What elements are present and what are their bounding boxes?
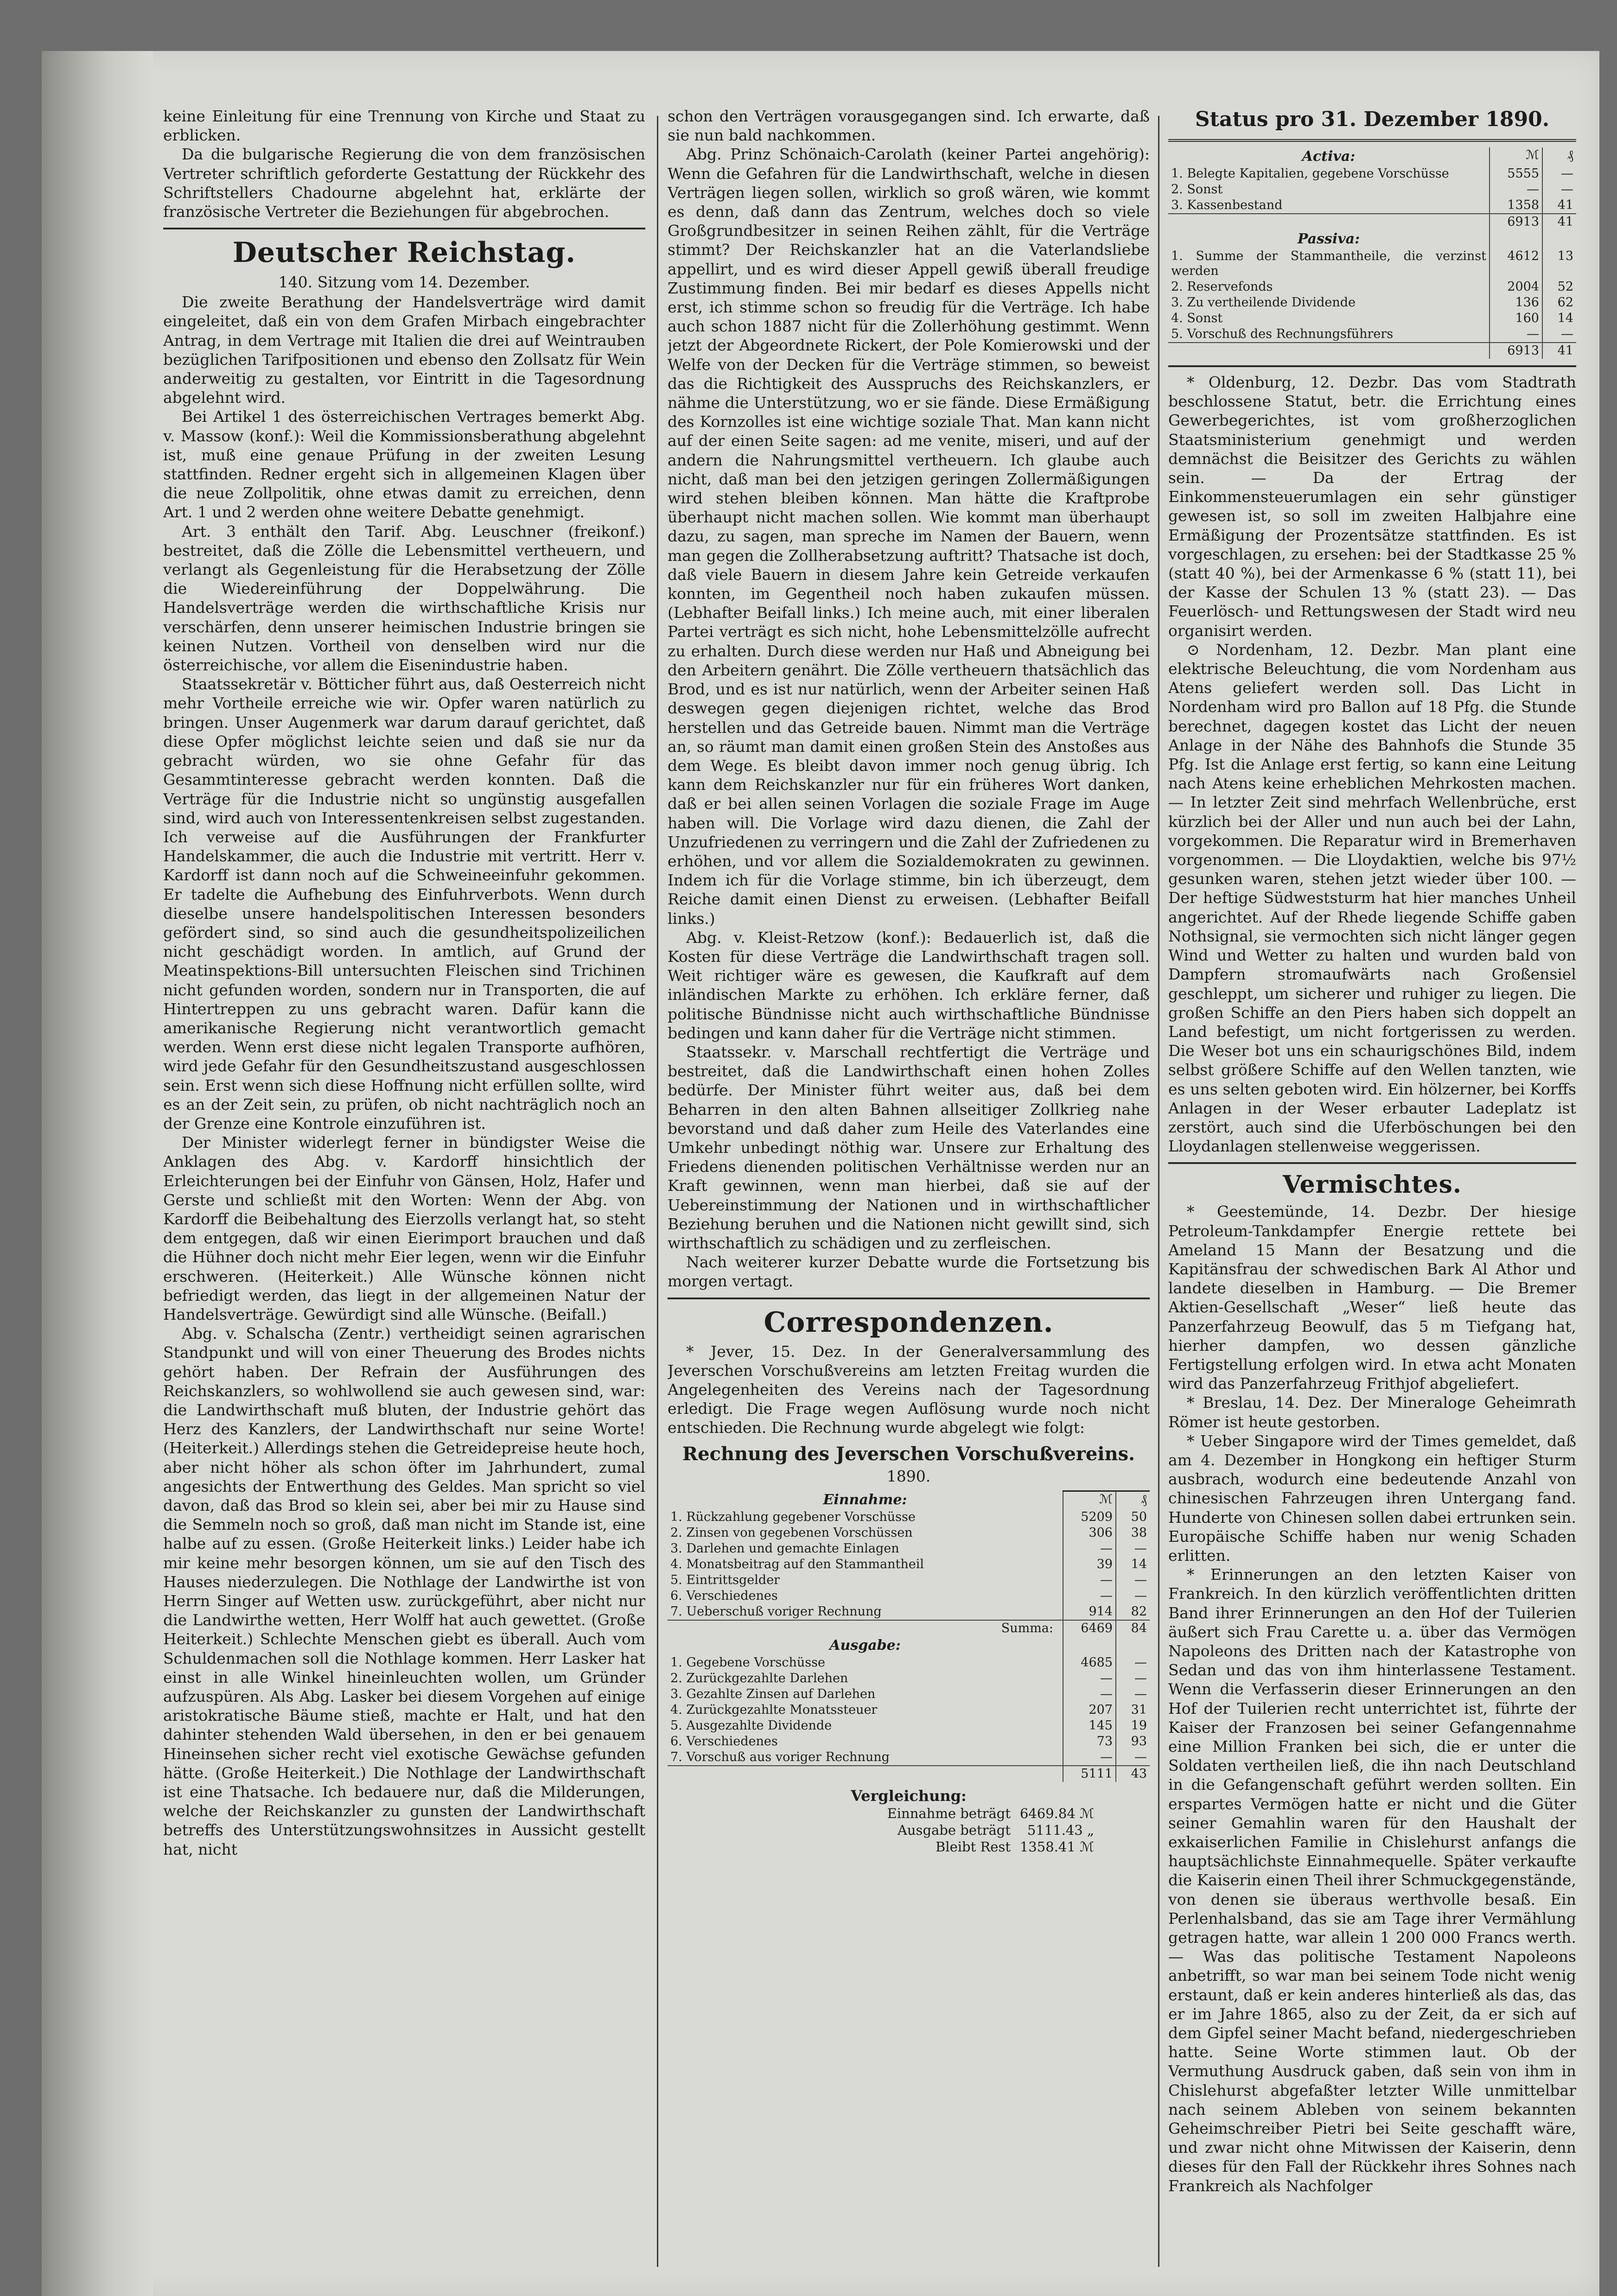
passiva-label: 4. Sonst [1171,311,1223,325]
einnahme-mark: — [1063,1588,1116,1604]
paragraph: ⊙ Nordenham, 12. Dezbr. Man plant eine elektrische Beleuchtung, die vom Nordenham aus Atens geliefert werden soll. Das Licht in Nordenham wird pro Ballon auf 18 Pfg. die Stunde berechnet, dagegen kostet das Licht der neuen Anlage in der Nähe des Bahnhofs die Stunde 35 Pfg. Ist die Anlage erst fertig, so kann eine Leitung nach Atens keine erheblichen Mehrkosten machen. — In letzter Zeit sind mehrfach Wellenbrüche, erst kürzlich bei der Aller und nun auch bei der Lahn, vorgekommen. Die Reparatur wird in Bremerhaven vorgenommen. — Die Lloydaktien, welche bis 97½ gesunken waren, stehen jetzt wieder über 100. — Der heftige Südweststurm hat hier manches Unheil angerichtet. Auf der Rhede liegende Schiffe gaben Nothsignal, sie vermochten sich nicht länger gegen Wind und Wetter zu halten und wurden bald von Dampfern stromaufwärts nach Großensiel geschleppt, um sicherer und ruhiger zu liegen. Die großen Schiffe an den Piers haben sich doppelt an Land befestigt, um nicht fortgerissen zu werden. Die Weser bot uns ein schaurigschönes Bild, indem selbst größere Schiffe auf den Wellen tanzten, wie es uns selten geboten wird. Ein hölzerner, bei Korffs Anlagen in der Weser erbauter Ladeplatz ist zerstört, auch sind die Uferböschungen bei den Lloydanlagen stellenweise weggerissen. [1168,640,1576,1156]
pfennig-unit-header: ₰ [1116,1491,1150,1509]
einnahme-label: 4. Monatsbeitrag auf den Stammantheil [670,1557,924,1572]
paragraph: Art. 3 enthält den Tarif. Abg. Leuschner (freikonf.) bestreitet, daß die Zölle die Lebensmittel vertheuern, und verlangt als Gegenleistung für die Herabsetzung der Zölle die Wiedereinführung der Doppelwährung. Die Handelsverträge werden die wirthschaftliche Krisis nur verschärfen, denn unserer heimischen Industrie bringen sie keinen Nutzen. Vortheil von denselben wird nur die österreichische, vor allem die Eisenindustrie haben. [163,522,645,674]
einnahme-row [668,1525,1150,1541]
paragraph: * Geestemünde, 14. Dezbr. Der hiesige Petroleum-Tankdampfer Energie rettete bei Ameland 15 Mann der Besatzung und die Kapitänsfrau der schwedischen Bark Al Athor und landete dieselben in Hamburg. — Die Bremer Aktien-Gesellschaft „Weser“ ließ heute das Panzerfahrzeug Beowulf, das 5 m Tiefgang hat, hierher dampfen, wo dessen gänzliche Fertigstellung erfolgen wird. In etwa acht Monaten wird das Panzerfahrzeug Frithjof abgeliefert. [1168,1202,1576,1393]
ausgabe-sum-mark: 5111 [1063,1766,1116,1782]
aktiva-mark: — [1490,182,1542,197]
ausgabe-mark: 145 [1063,1718,1116,1734]
section-divider [1168,139,1576,142]
paragraph: Die zweite Berathung der Handelsverträge wird damit eingeleitet, daß ein von dem Grafen Mirbach eingebrachter Antrag, in dem Vertrage mit Italien die drei auf Weintrauben bezüglichen Tarifpositionen und ebenso den Zollsatz für Wein anderweitig zu gestalten, vor Eintritt in die Tagesordnung abgelehnt wird. [163,293,645,407]
einnahme-pfennig: 38 [1116,1525,1150,1541]
vergleichung-list [668,1805,1150,1855]
passiva-label: 3. Zu vertheilende Dividende [1171,295,1356,310]
einnahme-pfennig: 14 [1116,1557,1150,1572]
aktiva-pfennig: — [1542,166,1576,182]
column-3 [1168,107,1576,2285]
mark-unit-header: ℳ [1063,1491,1116,1509]
aktiva-label: 2. Sonst [1171,182,1223,197]
paragraph: Der Minister widerlegt ferner in bündigster Weise die Anklagen des Abg. v. Kardorff hinsichtlich der Erleichterungen bei der Einfuhr von Gänsen, Holz, Hafer und Gerste und schließt mit den Worten: Wenn der Abg. von Kardorff die Beibehaltung des Eierzolls verlangt hat, so steht dem entgegen, daß wir einen Eierimport brauchen und daß die Hühner doch nicht mehr Eier legen, wenn wir die Einfuhr erschweren. (Heiterkeit.) Alle Wünsche können nicht befriedigt werden, das liegt in der allgemeinen Natur der Handelsverträge. Gewürdigt sind alle Wünsche. (Beifall.) [163,1133,645,1323]
einnahme-pfennig: — [1116,1572,1150,1588]
paragraph: schon den Verträgen vorausgegangen sind. Ich erwarte, daß sie nun bald nachkommen. [668,107,1150,145]
aktiva-mark: 5555 [1490,166,1542,182]
einnahme-row [668,1604,1150,1620]
einnahme-row [668,1509,1150,1525]
vergleichung-row [668,1805,1150,1822]
einnahme-label: 7. Ueberschuß voriger Rechnung [670,1604,882,1619]
paragraph: * Ueber Singapore wird der Times gemeldet, daß am 4. Dezember in Hongkong ein heftiger Sturm ausbrach, wodurch eine bedeutende Anzahl von chinesischen Fahrzeugen ihren Untergang fand. Hunderte von Chinesen sollen dabei ertrunken sein. Europäische Schiffe haben nur wenig Schaden erlitten. [1168,1431,1576,1565]
passiva-row [1168,311,1576,326]
aktiva-sum-pfennig: 41 [1542,214,1576,230]
ausgabe-row [668,1718,1150,1734]
einnahme-sum-mark: 6469 [1063,1620,1116,1636]
ausgabe-row [668,1655,1150,1671]
section-divider [1168,365,1576,367]
einnahme-label: 3. Darlehen und gemachte Einlagen [670,1541,899,1556]
paragraph: * Erinnerungen an den letzten Kaiser von Frankreich. In den kürzlich veröffentlichten dritten Band ihrer Erinnerungen an den Hof der Tuilerien äußert sich Frau Carette u. a. über das Vermögen Napoleons des Dritten nach der Katastrophe von Sedan und das von ihm hinterlassene Testament. Wenn die Verfasserin dieser Erinnerungen an den Hof der Tuilerien recht unterrichtet ist, führte der Kaiser der Franzosen bei seiner Gefangennahme eine Million Franken bei sich, die er unter die Soldaten vertheilen ließ, die ihn nach Deutschland in die Gefangenschaft geführt werden sollten. Ein erspartes Vermögen hatte er nicht und die Güter seiner Gemahlin waren für den Haushalt der exkaiserlichen Familie in Chislehurst anfangs die hauptsächlichste Einnahmequelle. Später verkaufte die Kaiserin einen Theil ihrer Schmuckgegenstände, von denen sie überaus werthvolle besaß. Ein Perlenhalsband, das sie am Tage ihrer Vermählung getragen hatte, war allein 1 200 000 Francs werth. — Was das politische Testament Napoleons anbetrifft, so war man bei seinem Tode nicht wenig erstaunt, daß er kein anderes hinterließ als das, das er im Jahre 1865, also zu der Zeit, da er sich auf dem Gipfel seiner Macht befand, niedergeschrieben hatte. Seine Worte stimmen laut. Ob der Vermuthung Ausdruck gaben, daß sein von ihm in Chislehurst abgefaßter letzter Wille unmittelbar nach seinem Ableben von seinem bekannten Geheimschreiber Pietri bei Seite geschafft wäre, und zwar nicht ohne Mitwissen der Kaiserin, denn dieses für den Fall der Rückkehr ihres Sohnes nach Frankreich als Nachfolger [1168,1565,1576,2195]
passiva-mark: 136 [1490,295,1542,311]
ausgabe-mark: — [1063,1671,1116,1686]
aktiva-row [1168,166,1576,182]
aktiva-sum-mark: 6913 [1490,214,1542,230]
binding-shadow [42,51,153,2296]
paragraph: keine Einleitung für eine Trennung von Kirche und Staat zu erblicken. [163,107,645,145]
einnahme-mark: 306 [1063,1525,1116,1541]
ausgabe-label: 6. Verschiedenes [670,1734,778,1749]
ausgabe-sum-pfennig: 43 [1116,1766,1150,1782]
passiva-pfennig: 13 [1542,248,1576,279]
aktiva-label: 1. Belegte Kapitalien, gegebene Vorschüsse [1171,166,1449,181]
einnahme-heading: Einnahme: [823,1492,907,1508]
ausgabe-pfennig: — [1116,1686,1150,1702]
aktiva-heading: Activa: [1302,148,1356,165]
ausgabe-label: 7. Vorschuß aus voriger Rechnung [670,1750,890,1765]
column-divider [657,116,658,2267]
ausgabe-mark: 73 [1063,1734,1116,1749]
session-subheading: 140. Sitzung vom 14. Dezember. [278,273,530,292]
pfennig-unit-header: ₰ [1542,147,1576,166]
passiva-label: 2. Reservefonds [1171,280,1273,294]
passiva-row [1168,326,1576,343]
paragraph: Staatssekretär v. Bötticher führt aus, daß Oesterreich nicht mehr Vortheile erreiche wie wir. Opfer waren natürlich zu bringen. Unser Augenmerk war darum darauf gerichtet, daß diese Opfer möglichst leichte seien und daß sie nur da gebracht würden, wo sie ohne Gefahr für das Gesammtinteresse gebracht werden konnten. Daß die Verträge für die Industrie nicht so ungünstig ausgefallen sind, wird auch von Interessentenkreisen selbst zugestanden. Ich verweise auf die Ausführungen der Frankfurter Handelskammer, die auch die Industrie mit vertritt. Herr v. Kardorff ist dann noch auf die Schweineeinfuhr gekommen. Er tadelte die Aufhebung des Einfuhrverbots. Wenn durch dieselbe unsere handelspolitischen Interessen besonders gefördert sind, so sind auch die gesundheitspolizeilichen nicht geschädigt worden. In amtlich, auf Grund der Meatinspektions-Bill untersuchten Fleischen sind Trichinen nicht gefunden worden, sondern nur in Transporten, die auf Hintertreppen zu uns gebracht waren. Dafür kann die amerikanische Regierung nicht verantwortlich gemacht werden. Wenn erst diese nicht legalen Transporte aufhören, wird jede Gefahr für den Gesundheitszustand ausgeschlossen sein. Erst wenn sich diese Hoffnung nicht erfüllen sollte, wird es an der Zeit sein, zu prüfen, ob nicht nachträglich noch an der Grenze eine Kontrole einzuführen ist. [163,675,645,1132]
ausgabe-label: 3. Gezahlte Zinsen auf Darlehen [670,1687,876,1702]
vergleichung-row [668,1838,1150,1855]
passiva-pfennig: — [1542,326,1576,343]
einnahme-mark: 914 [1063,1604,1116,1620]
einnahme-pfennig: 50 [1116,1509,1150,1525]
vergleichung-label: Bleibt Rest [936,1839,1011,1855]
paragraph: * Jever, 15. Dez. In der Generalversammlung des Jeverschen Vorschußvereins am letzten Freitag wurden die Angelegenheiten des Vereins nach der Tagesordnung erledigt. Die Frage wegen Auflösung wurde noch nicht entschieden. Die Rechnung wurde abgelegt wie folgt: [668,1342,1150,1437]
ausgabe-row [668,1749,1150,1766]
passiva-mark: 160 [1490,311,1542,326]
ausgabe-pfennig: — [1116,1749,1150,1766]
section-heading-correspondenzen: Correspondenzen. [764,1306,1054,1339]
ausgabe-pfennig: 19 [1116,1718,1150,1734]
paragraph: Bei Artikel 1 des österreichischen Vertrages bemerkt Abg. v. Massow (konf.): Weil die Kommissionsberathung abgelehnt ist, muß eine genaue Prüfung in der zweiten Lesung stattfinden. Redner ergeht sich in allgemeinen Klagen über die neue Zollpolitik, ohne etwas damit zu erreichen, denn Art. 1 und 2 werden ohne weitere Debatte genehmigt. [163,407,645,522]
ausgabe-mark: — [1063,1749,1116,1766]
vergleichung-heading: Vergleichung: [851,1787,967,1805]
paragraph: Staatssekr. v. Marschall rechtfertigt die Verträge und bestreitet, daß die Landwirthschaft einen hohen Zolles bedürfe. Der Minister führt weiter aus, daß bei dem Beharren in den alten Bahnen allseitiger Zollkrieg nahe bevorstand und daß daher zum Heile des Vaterlandes eine Umkehr unbedingt nöthig war. Unsere zur Erhaltung des Friedens dienenden politischen Verhältnisse werden nur an Kraft gewinnen, wenn man hierbei, daß sie auf der Uebereinstimmung der Nationen und in wirthschaftlicher Beziehung beruhen und die Nationen nicht gewillt sind, sich wirthschaftlich zu schädigen und zu zerfleischen. [668,1043,1150,1252]
ausgabe-pfennig: 31 [1116,1702,1150,1718]
passiva-row [1168,248,1576,279]
column-2 [668,107,1150,2285]
ausgabe-row [668,1734,1150,1749]
ausgabe-pfennig: 93 [1116,1734,1150,1749]
mark-unit-header: ℳ [1490,147,1542,166]
vergleichung-row [668,1822,1150,1838]
paragraph: * Oldenburg, 12. Dezbr. Das vom Stadtrath beschlossene Statut, betr. die Errichtung eines Gewerbegerichtes, ist vom großherzoglichen Staatsministerium genehmigt und werden demnächst die Beisitzer des Gerichts zu wählen sein. — Da der Ertrag der Einkommensteuerumlagen ein sehr günstiger gewesen ist, so soll im zweiten Halbjahre eine Ermäßigung der Prozentsätze stattfinden. Es ist vorgeschlagen, zu ersehen: bei der Stadtkasse 25 % (statt 40 %), bei der Armenkasse 6 % (statt 11), bei der Kasse der Schulen 13 % (statt 23). — Das Feuerlösch- und Rettungswesen der Stadt wird neu organisirt werden. [1168,373,1576,640]
passiva-label: 5. Vorschuß des Rechnungsführers [1171,327,1394,341]
einnahme-mark: 39 [1063,1557,1116,1572]
einnahme-row [668,1588,1150,1604]
einnahme-row [668,1557,1150,1572]
passiva-label: 1. Summe der Stammantheile, die verzinst werden [1171,249,1486,278]
einnahme-mark: 5209 [1063,1509,1116,1525]
vergleichung-label: Ausgabe beträgt [897,1822,1011,1838]
paragraph: Abg. v. Kleist-Retzow (konf.): Bedauerlich ist, daß die Kosten für diese Verträge die Landwirthschaft tragen soll. Weit richtiger wäre es gewesen, die Kaufkraft auf dem inländischen Markte zu erhöhen. Ich erkläre ferner, daß politische Bündnisse nicht auch wirthschaftliche Bündnisse bedingen und kann daher für die Verträge nicht stimmen. [668,928,1150,1042]
account-title: Rechnung des Jeverschen Vorschußvereins. [682,1443,1135,1465]
einnahme-label: 2. Zinsen von gegebenen Vorschüssen [670,1526,913,1540]
einnahme-pfennig: — [1116,1541,1150,1557]
ausgabe-label: 4. Zurückgezahlte Monatssteuer [670,1703,878,1717]
section-heading-vermischtes: Vermischtes. [1282,1170,1462,1199]
passiva-mark: — [1490,326,1542,343]
vergleichung-label: Einnahme beträgt [887,1806,1011,1822]
ausgabe-mark: 207 [1063,1702,1116,1718]
einnahme-pfennig: 82 [1116,1604,1150,1620]
einnahme-pfennig: — [1116,1588,1150,1604]
ausgabe-pfennig: — [1116,1671,1150,1686]
passiva-row [1168,295,1576,311]
passiva-sum-mark: 6913 [1490,343,1542,359]
sum-label: Summa: [668,1620,1063,1636]
passiva-mark: 2004 [1490,279,1542,295]
section-divider [668,1297,1150,1299]
ausgabe-pfennig: — [1116,1655,1150,1671]
ausgabe-mark: 4685 [1063,1655,1116,1671]
status-table [1168,147,1576,359]
einnahme-row [668,1572,1150,1588]
passiva-sum-pfennig: 41 [1542,343,1576,359]
aktiva-label: 3. Kassenbestand [1171,198,1283,212]
account-table [668,1490,1150,1782]
ausgabe-heading: Ausgabe: [829,1637,901,1654]
einnahme-row [668,1541,1150,1557]
passiva-heading: Passiva: [1297,231,1360,247]
einnahme-label: 6. Verschiedenes [670,1589,778,1603]
paragraph: Da die bulgarische Regierung die von dem französischen Vertreter schriftlich geforderte Gestattung der Rückkehr des Schriftstellers Chadourne abgelehnt hat, erklärte der französische Vertreter die Beziehungen für abgebrochen. [163,145,645,221]
vergleichung-value: 1358.41 ℳ [1019,1839,1094,1855]
section-divider [1168,1162,1576,1164]
aktiva-pfennig: — [1542,182,1576,197]
ausgabe-row [668,1686,1150,1702]
passiva-pfennig: 62 [1542,295,1576,311]
passiva-mark: 4612 [1490,248,1542,279]
ausgabe-row [668,1702,1150,1718]
ausgabe-row [668,1671,1150,1686]
status-title: Status pro 31. Dezember 1890. [1195,108,1550,131]
paragraph: Abg. v. Schalscha (Zentr.) vertheidigt seinen agrarischen Standpunkt und will von einer Theuerung des Brodes nichts gehört haben. Der Refrain der Ausführungen des Reichskanzlers, so wohlwollend sie auch gewesen sind, war: die Landwirthschaft muß bluten, der Industrie gehört das Herz des Kanzlers, der Landwirthschaft nur seine Worte! (Heiterkeit.) Allerdings stehen die Getreidepreise heute hoch, aber nicht höher als schon öfter im Jahrhundert, zumal angesichts der Entwerthung des Geldes. Man spricht so viel davon, daß das Brod so klein sei, aber bei mir zu Hause sind die Semmeln noch so groß, daß man nicht im Stande ist, eine halbe auf zu essen. (Große Heiterkeit links.) Leider habe ich mir keine mehr besorgen können, um sie auf den Tisch des Hauses niederzulegen. Die Nothlage der Landwirthe ist von Herrn Singer auf Wetten usw. zurückgeführt, aber nicht nur die Landwirthe wetten, Herr Wolff hat auch gewettet. (Große Heiterkeit.) Schlechte Menschen giebt es überall. Auch vom Schuldenmachen soll die Nothlage kommen. Herr Lasker hat einst in alle Winkel hineinleuchten wollen, um Gründer aufzuspüren. Als Abg. Lasker bei diesem Vorgehen auf einige aristokratische Bäume stieß, machte er Halt, und hat den dahinter stehenden Wald übersehen, in den er bei genauem Hineinsehen sicher recht viel exotische Gewächse gefunden hätte. (Große Heiterkeit.) Die Nothlage der Landwirthschaft ist eine Thatsache. Ich bedauere nur, daß die Milderungen, welche der Reichskanzler zu gunsten der Landwirthschaft betreffs des Unterstützungswohnsitzes in Aussicht gestellt hat, nicht [163,1324,645,1858]
paragraph: Nach weiterer kurzer Debatte wurde die Fortsetzung bis morgen vertagt. [668,1253,1150,1291]
einnahme-mark: — [1063,1572,1116,1588]
ausgabe-label: 2. Zurückgezahlte Darlehen [670,1671,848,1686]
passiva-row [1168,279,1576,295]
aktiva-pfennig: 41 [1542,197,1576,214]
ausgabe-label: 5. Ausgezahlte Dividende [670,1718,832,1733]
ausgabe-mark: — [1063,1686,1116,1702]
einnahme-sum-pfennig: 84 [1116,1620,1150,1636]
vergleichung-value: 6469.84 ℳ [1019,1806,1094,1822]
aktiva-row [1168,182,1576,197]
aktiva-row [1168,197,1576,214]
column-divider [1158,116,1159,2267]
einnahme-mark: — [1063,1541,1116,1557]
newspaper-page [42,51,1599,2296]
aktiva-mark: 1358 [1490,197,1542,214]
section-heading-reichstag: Deutscher Reichstag. [232,236,576,269]
passiva-pfennig: 14 [1542,311,1576,326]
passiva-pfennig: 52 [1542,279,1576,295]
account-year: 1890. [886,1467,931,1485]
paragraph: Abg. Prinz Schönaich-Carolath (keiner Partei angehörig): Wenn die Gefahren für die Landwirthschaft, welche in diesen Verträgen liegen sollen, wirklich so groß wären, wie kommt es denn, daß dann das Zentrum, welches doch so viele Großgrundbesitzer in seinen Reihen zählt, für die Verträge stimmt? Der Reichskanzler hat an die Vaterlandsliebe appellirt, und es wird dieser Appell gewiß überall freudige Zustimmung finden. Bei mir bedarf es dieses Appells nicht erst, ich stimme schon so freudig für die Verträge. Ich habe auch schon 1887 nicht für die Zollerhöhung gestimmt. Wenn jetzt der Abgeordnete Rickert, der Pole Komierowski und der Welfe von der Decken für die Verträge stimmen, so beweist das die Richtigkeit des Ausspruchs des Reichskanzlers, er nähme die Unterstützung, wo er sie fände. Diese Ermäßigung des Kornzolles ist eine wichtige soziale That. Man kann nicht auf der einen Seite sagen: ad me venite, miseri, und auf der andern die Nahrungsmittel vertheuern. Ich glaube auch nicht, daß man bei den jetzigen geringen Zollermäßigungen wird stehen bleiben können. Man hätte die Kraftprobe überhaupt nicht machen sollen. Wie kommt man überhaupt dazu, zu sagen, man spreche im Namen der Bauern, wenn man gegen die Zollherabsetzung auftritt? Thatsache ist doch, daß viele Bauern in diesem Jahre kein Getreide verkaufen konnten, im Gegentheil noch haben zukaufen müssen. (Lebhafter Beifall links.) Ich meine auch, mit einer liberalen Partei verträgt es sich nicht, hohe Lebensmittelzölle aufrecht zu erhalten. Durch diese werden nur Haß und Abneigung bei den Arbeitern genährt. Die Zölle vertheuern thatsächlich das Brod, und es ist nur natürlich, wenn der Arbeiter seinen Haß deswegen gegen diejenigen richtet, welche das Brod herstellen und das Getreide bauen. Nimmt man die Verträge an, so räumt man damit einen großen Stein des Anstoßes aus dem Wege. Es bleibt davon immer noch genug übrig. Ich kann dem Reichskanzler nur für ein früheres Wort danken, daß er bei allen seinen Vorlagen die soziale Frage im Auge haben will. Die Vorlage wird dazu dienen, die Zahl der Unzufriedenen zu verringern und die Zahl der Zufriedenen zu erhöhen, und vor allem die Sozialdemokraten zu gewinnen. Indem ich für die Vorlage stimme, bin ich überzeugt, dem Reiche damit einen Dienst zu erweisen. (Lebhafter Beifall links.) [668,145,1150,928]
einnahme-label: 5. Eintrittsgelder [670,1573,780,1588]
section-divider [163,228,645,229]
paragraph: * Breslau, 14. Dez. Der Mineraloge Geheimrath Römer ist heute gestorben. [1168,1393,1576,1431]
einnahme-label: 1. Rückzahlung gegebener Vorschüsse [670,1510,916,1525]
vergleichung-value: 5111.43 „ [1027,1822,1094,1838]
column-1 [163,107,645,2285]
ausgabe-label: 1. Gegebene Vorschüsse [670,1655,825,1670]
